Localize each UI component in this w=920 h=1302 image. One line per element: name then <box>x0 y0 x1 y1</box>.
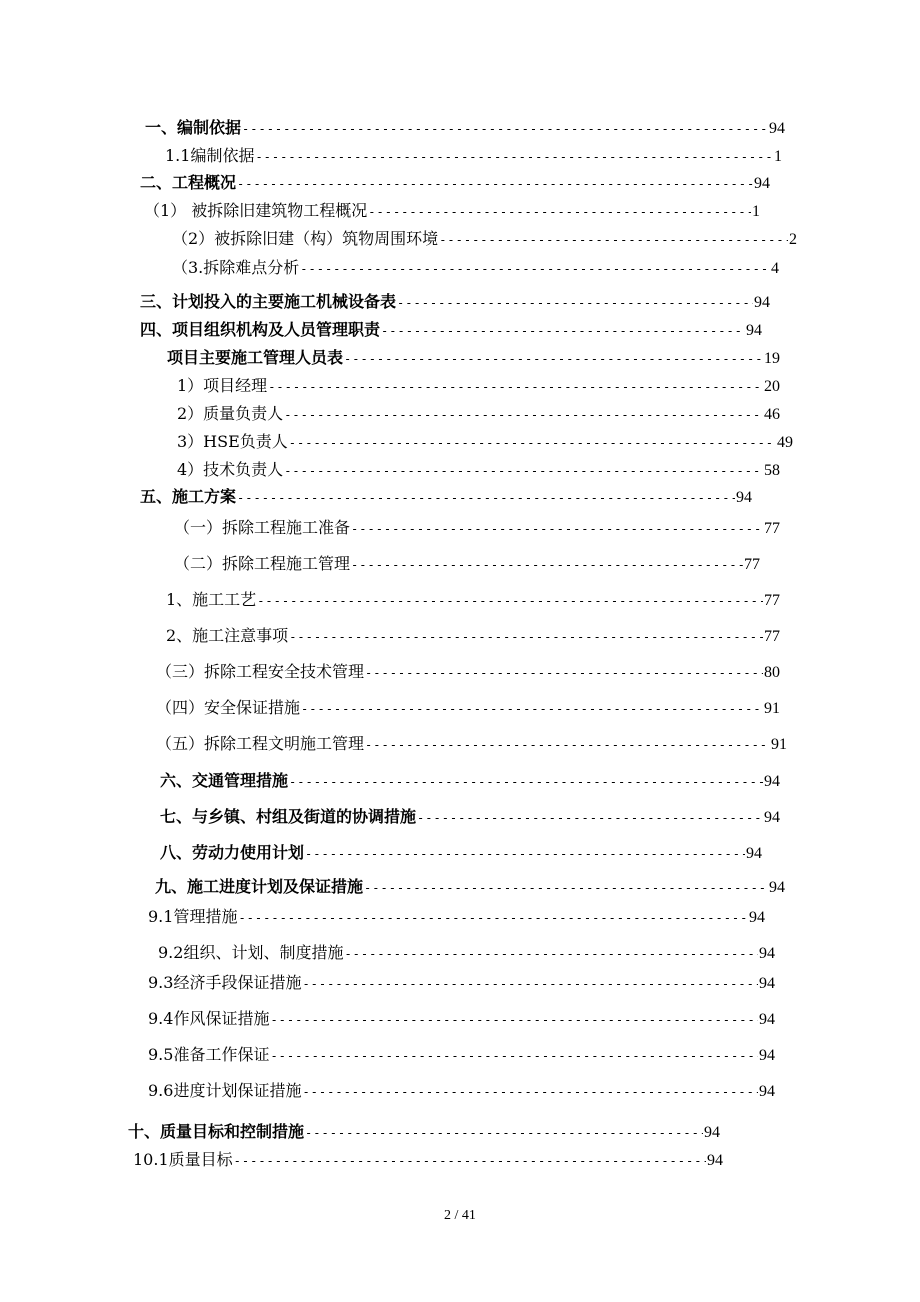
toc-entry-page: 4 <box>771 260 779 277</box>
toc-leader <box>368 202 751 222</box>
toc-entry-label: 六、交通管理措施 <box>160 771 289 790</box>
toc-entry-page: 94 <box>764 773 780 790</box>
toc-entry-label: 2）质量负责人 <box>177 404 284 423</box>
toc-entry <box>165 146 782 167</box>
toc-entry-page: 94 <box>704 1124 720 1141</box>
toc-entry-page: 94 <box>749 909 765 926</box>
toc-entry <box>140 292 770 313</box>
toc-entry <box>144 201 760 222</box>
toc-entry-page: 94 <box>736 489 752 506</box>
toc-leader <box>289 772 763 792</box>
toc-entry-page: 94 <box>769 120 785 137</box>
toc-entry-label: 七、与乡镇、村组及街道的协调措施 <box>160 807 417 826</box>
toc-entry-page: 94 <box>759 1047 775 1064</box>
toc-entry-label: 9.2组织、计划、制度措施 <box>158 943 344 962</box>
toc-entry <box>174 518 780 539</box>
toc-leader <box>289 433 776 453</box>
toc-leader <box>237 174 753 194</box>
toc-entry <box>156 734 787 755</box>
toc-leader <box>305 844 745 864</box>
toc-leader <box>242 119 768 139</box>
toc-entry <box>140 487 752 508</box>
toc-entry-label: （1） 被拆除旧建筑物工程概况 <box>144 201 368 220</box>
toc-leader <box>238 908 748 928</box>
toc-leader <box>302 1082 758 1102</box>
toc-entry-label: 项目主要施工管理人员表 <box>167 348 344 367</box>
toc-entry <box>148 973 775 994</box>
toc-entry-label: 四、项目组织机构及人员管理职责 <box>140 320 381 339</box>
toc-entry-page: 91 <box>764 700 780 717</box>
toc-leader <box>305 1123 703 1143</box>
toc-entry <box>160 843 762 864</box>
toc-entry-label: 9.5准备工作保证 <box>148 1045 270 1064</box>
toc-entry <box>172 258 779 279</box>
toc-entry-page: 94 <box>759 1011 775 1028</box>
toc-entry-label: 八、劳动力使用计划 <box>160 843 305 862</box>
toc-leader <box>381 321 745 341</box>
toc-leader <box>351 555 743 575</box>
toc-entry-label: 1、施工工艺 <box>166 590 257 609</box>
toc-leader <box>364 878 768 898</box>
toc-entry <box>156 698 780 719</box>
toc-entry <box>148 907 765 928</box>
toc-entry-label: 九、施工进度计划及保证措施 <box>155 877 364 896</box>
toc-leader <box>344 349 763 369</box>
toc-entry <box>133 1150 723 1171</box>
toc-entry-label: （四）安全保证措施 <box>156 698 301 717</box>
toc-leader <box>237 488 735 508</box>
toc-entry-page: 77 <box>764 592 780 609</box>
toc-entry-label: 9.6进度计划保证措施 <box>148 1081 302 1100</box>
toc-leader <box>351 519 763 539</box>
toc-entry-page: 94 <box>754 294 770 311</box>
toc-entry <box>148 1045 775 1066</box>
toc-entry-label: 1）项目经理 <box>177 376 268 395</box>
toc-leader <box>344 944 758 964</box>
toc-leader <box>255 147 773 167</box>
toc-leader <box>289 627 763 647</box>
toc-entry-page: 77 <box>744 556 760 573</box>
toc-entry <box>145 118 785 139</box>
toc-leader <box>301 699 763 719</box>
toc-entry-label: 五、施工方案 <box>140 487 237 506</box>
toc-leader <box>397 293 753 313</box>
toc-entry-label: 9.4作风保证措施 <box>148 1009 270 1028</box>
toc-entry <box>160 771 780 792</box>
toc-entry <box>148 1009 775 1030</box>
toc-entry-page: 80 <box>764 664 780 681</box>
toc-entry-page: 94 <box>746 322 762 339</box>
toc-entry <box>158 943 775 964</box>
toc-entry-page: 58 <box>764 462 780 479</box>
toc-entry <box>174 554 760 575</box>
toc-entry <box>166 626 780 647</box>
toc-entry <box>160 807 780 828</box>
toc-entry-label: 一、编制依据 <box>145 118 242 137</box>
toc-entry <box>148 1081 775 1102</box>
toc-entry <box>172 229 797 250</box>
toc-entry-page: 46 <box>764 406 780 423</box>
toc-entry-page: 94 <box>759 945 775 962</box>
toc-entry-page: 1 <box>752 203 760 220</box>
toc-entry-label: 1.1编制依据 <box>165 146 255 165</box>
toc-leader <box>365 663 763 683</box>
toc-entry-label: 9.1管理措施 <box>148 907 238 926</box>
toc-entry-page: 91 <box>771 736 787 753</box>
toc-leader <box>300 259 770 279</box>
toc-entry <box>167 348 780 369</box>
page-number-footer: 2 / 41 <box>444 1208 476 1223</box>
toc-entry-page: 49 <box>777 434 793 451</box>
toc-leader <box>284 461 763 481</box>
toc-entry-page: 94 <box>764 809 780 826</box>
toc-entry-page: 94 <box>746 845 762 862</box>
toc-leader <box>270 1046 758 1066</box>
toc-leader <box>365 735 770 755</box>
toc-entry-label: （二）拆除工程施工管理 <box>174 554 351 573</box>
toc-entry <box>140 320 762 341</box>
toc-entry-page: 2 <box>789 231 797 248</box>
toc-leader <box>417 808 763 828</box>
toc-entry-page: 77 <box>764 520 780 537</box>
toc-entry-label: （3.拆除难点分析 <box>172 258 300 277</box>
toc-entry-page: 77 <box>764 628 780 645</box>
toc-entry <box>177 460 780 481</box>
toc-entry-label: 3）HSE负责人 <box>177 432 288 451</box>
toc-entry <box>177 376 780 397</box>
toc-leader <box>257 591 763 611</box>
toc-entry <box>140 173 770 194</box>
toc-entry-label: 9.3经济手段保证措施 <box>148 973 302 992</box>
toc-entry-label: 三、计划投入的主要施工机械设备表 <box>140 292 397 311</box>
toc-entry-label: （一）拆除工程施工准备 <box>174 518 351 537</box>
toc-entry-label: 4）技术负责人 <box>177 460 284 479</box>
toc-entry-page: 1 <box>774 148 782 165</box>
toc-entry-label: 10.1质量目标 <box>133 1150 233 1169</box>
toc-entry-label: 十、质量目标和控制措施 <box>128 1122 305 1141</box>
toc-entry-page: 94 <box>759 1083 775 1100</box>
toc-entry-label: （三）拆除工程安全技术管理 <box>156 662 365 681</box>
toc-leader <box>284 405 763 425</box>
toc-leader <box>302 974 758 994</box>
toc-entry <box>128 1122 720 1143</box>
toc-entry <box>156 662 780 683</box>
toc-entry-page: 94 <box>707 1152 723 1169</box>
toc-leader <box>270 1010 758 1030</box>
toc-entry-label: （2）被拆除旧建（构）筑物周围环境 <box>172 229 439 248</box>
toc-leader <box>234 1151 706 1171</box>
toc-entry <box>155 877 785 898</box>
toc-entry-page: 20 <box>764 378 780 395</box>
toc-entry-label: 2、施工注意事项 <box>166 626 289 645</box>
toc-entry <box>166 590 780 611</box>
toc-entry-label: （五）拆除工程文明施工管理 <box>156 734 365 753</box>
toc-entry <box>177 404 780 425</box>
toc-entry-page: 94 <box>769 879 785 896</box>
toc-leader <box>439 230 788 250</box>
toc-entry-page: 94 <box>759 975 775 992</box>
toc-leader <box>268 377 763 397</box>
toc-entry-page: 19 <box>764 350 780 367</box>
toc-entry-page: 94 <box>754 175 770 192</box>
toc-entry <box>177 432 793 453</box>
toc-entry-label: 二、工程概况 <box>140 173 237 192</box>
